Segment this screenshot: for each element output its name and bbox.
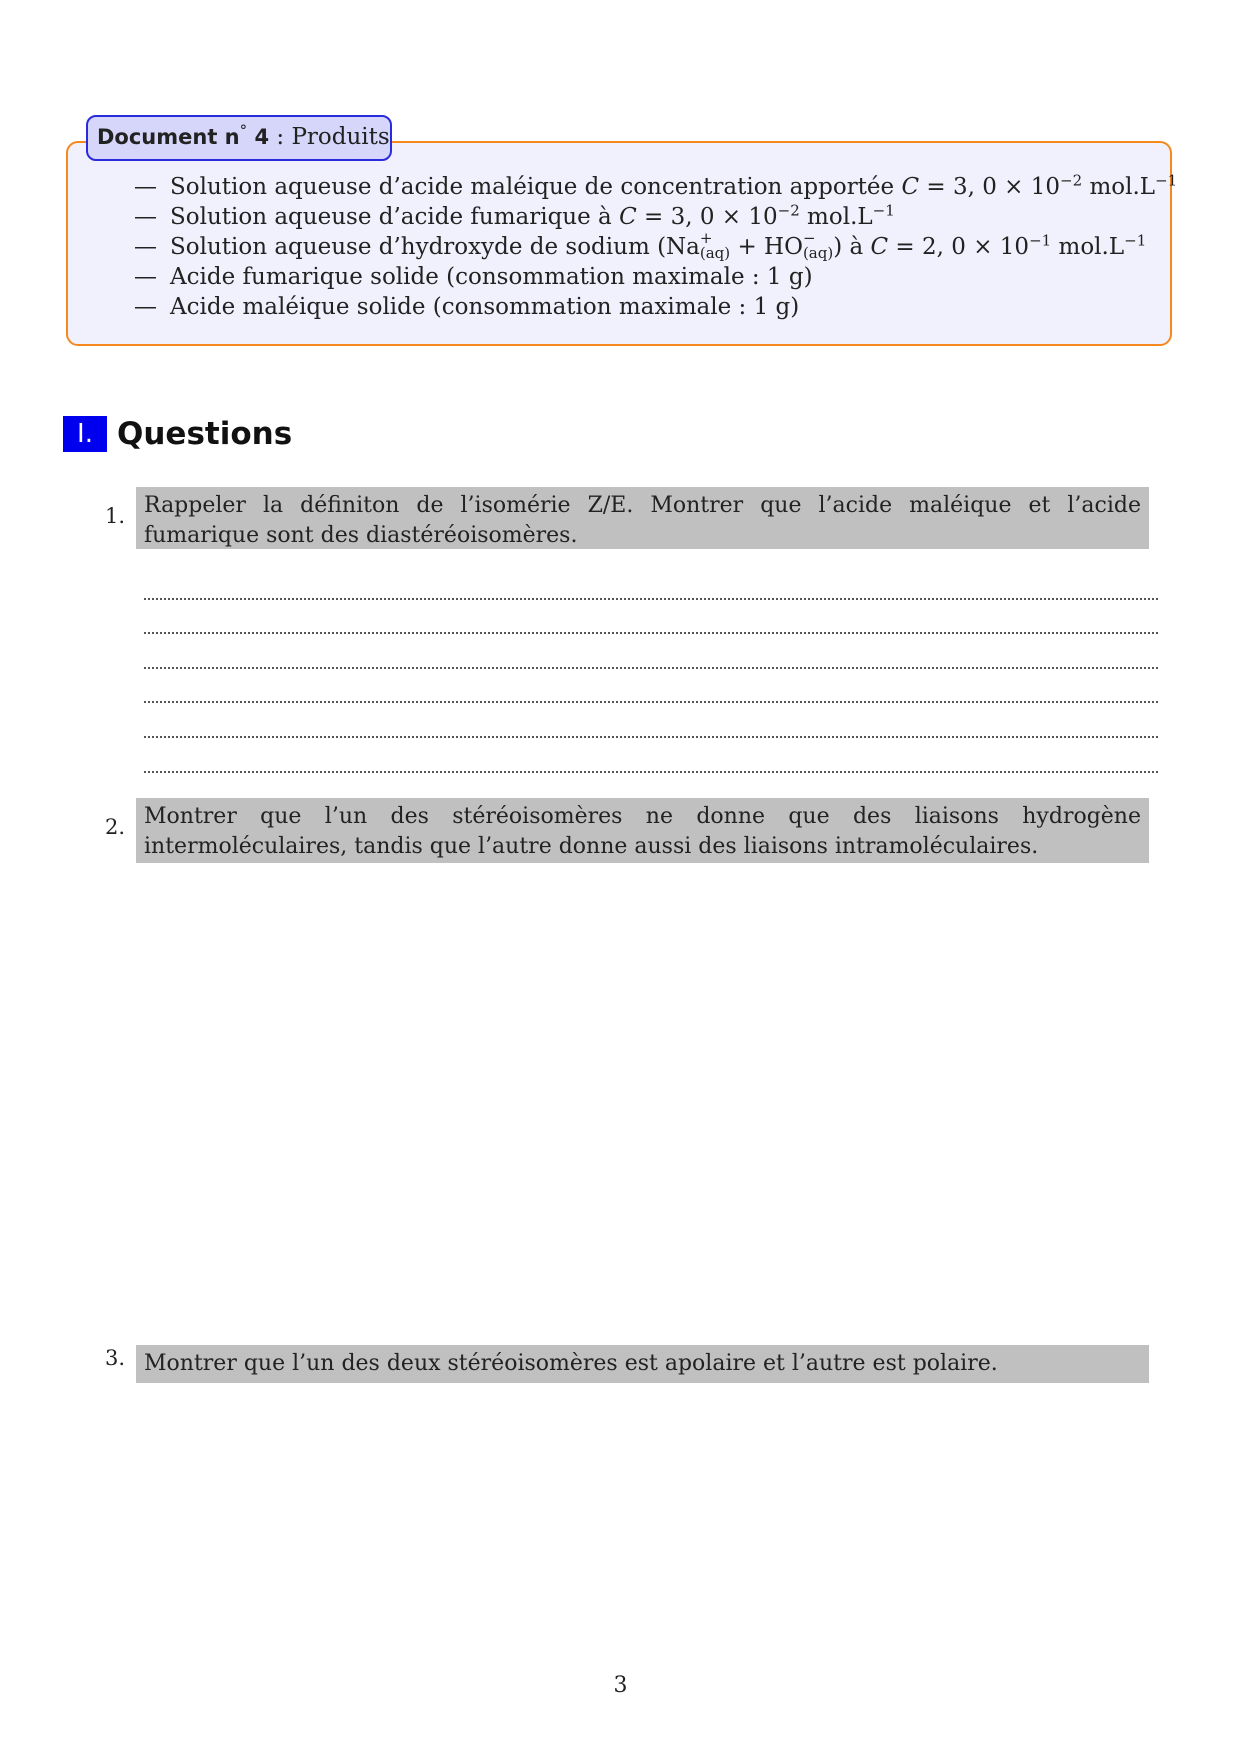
concentration-value: = 3, 0 × 10: [636, 204, 778, 230]
concentration-var: C: [619, 204, 637, 230]
item-text: Solution aqueuse d’acide maléique de concentration apportée: [170, 174, 902, 200]
document-title: [86, 115, 392, 161]
dash-bullet: —: [134, 234, 157, 260]
unit-exponent: −1: [872, 201, 895, 220]
concentration-value: = 3, 0 × 10: [919, 174, 1061, 200]
question-text: Montrer que l’un des deux stéréoisomères est apolaire et l’autre est polaire.: [136, 1345, 1149, 1383]
question-number: 3.: [105, 1346, 126, 1370]
item-text: Solution aqueuse d’acide fumarique à: [170, 204, 620, 230]
exponent: −2: [777, 201, 800, 220]
unit: mol.L: [1051, 234, 1125, 260]
na-charge: +: [699, 229, 713, 247]
unit-exponent: −1: [1124, 231, 1147, 250]
answer-lines[interactable]: [144, 565, 1164, 773]
exponent: −1: [1029, 231, 1052, 250]
answer-line[interactable]: [144, 600, 1158, 635]
concentration-value: = 2, 0 × 10: [888, 234, 1030, 260]
list-item: [134, 172, 1177, 202]
list-item: [134, 229, 1177, 262]
product-list: [134, 172, 1177, 322]
na-state: (aq): [699, 244, 731, 262]
ho-state: (aq): [802, 244, 834, 262]
section-heading: [63, 412, 292, 456]
answer-line[interactable]: [144, 565, 1158, 600]
question-text: Montrer que l’un des stéréoisomères ne donne que des liaisons hydrogène intermoléculaires, tandis que l’autre donne aussi des liaisons intramoléculaires.: [136, 798, 1149, 863]
document-number: 4: [254, 125, 270, 149]
concentration-var: C: [901, 174, 920, 200]
dash-bullet: —: [134, 294, 157, 320]
na-ion-indices: [700, 231, 730, 261]
page-number: 3: [613, 1673, 628, 1698]
section-title: Questions: [117, 416, 293, 452]
item-text: Acide fumarique solide (consommation maximale : 1 g): [170, 264, 813, 290]
item-text: Solution aqueuse d’hydroxyde de sodium (Na: [170, 234, 700, 260]
ho-charge: −: [802, 229, 816, 247]
title-separator: :: [269, 124, 292, 150]
dash-bullet: —: [134, 264, 157, 290]
answer-line[interactable]: [144, 703, 1158, 738]
concentration-var: C: [870, 234, 889, 260]
document-title-text: Produits: [291, 124, 390, 150]
dash-bullet: —: [134, 204, 157, 230]
item-text-close: ) à: [833, 234, 871, 260]
question-number: 2.: [105, 815, 126, 839]
item-text: Acide maléique solide (consommation maximale : 1 g): [170, 294, 800, 320]
unit: mol.L: [1082, 174, 1156, 200]
document-title-label: Document n: [97, 125, 240, 149]
degree-symbol: °: [239, 121, 248, 140]
ho-ion: + HO: [730, 234, 803, 260]
question-number: 1.: [105, 504, 126, 528]
question-text: Rappeler la définiton de l’isomérie Z/E. Montrer que l’acide maléique et l’acide fumarique sont des diastéréoisomères.: [136, 487, 1149, 549]
section-number: I.: [63, 416, 107, 452]
unit-exponent: −1: [1155, 171, 1178, 190]
answer-line[interactable]: [144, 738, 1158, 773]
exponent: −2: [1060, 171, 1083, 190]
list-item: [134, 262, 1177, 292]
answer-line[interactable]: [144, 669, 1158, 704]
ho-ion-indices: [803, 231, 833, 261]
list-item: [134, 292, 1177, 322]
unit: mol.L: [799, 204, 873, 230]
answer-line[interactable]: [144, 634, 1158, 669]
dash-bullet: —: [134, 174, 157, 200]
list-item: [134, 202, 1177, 232]
